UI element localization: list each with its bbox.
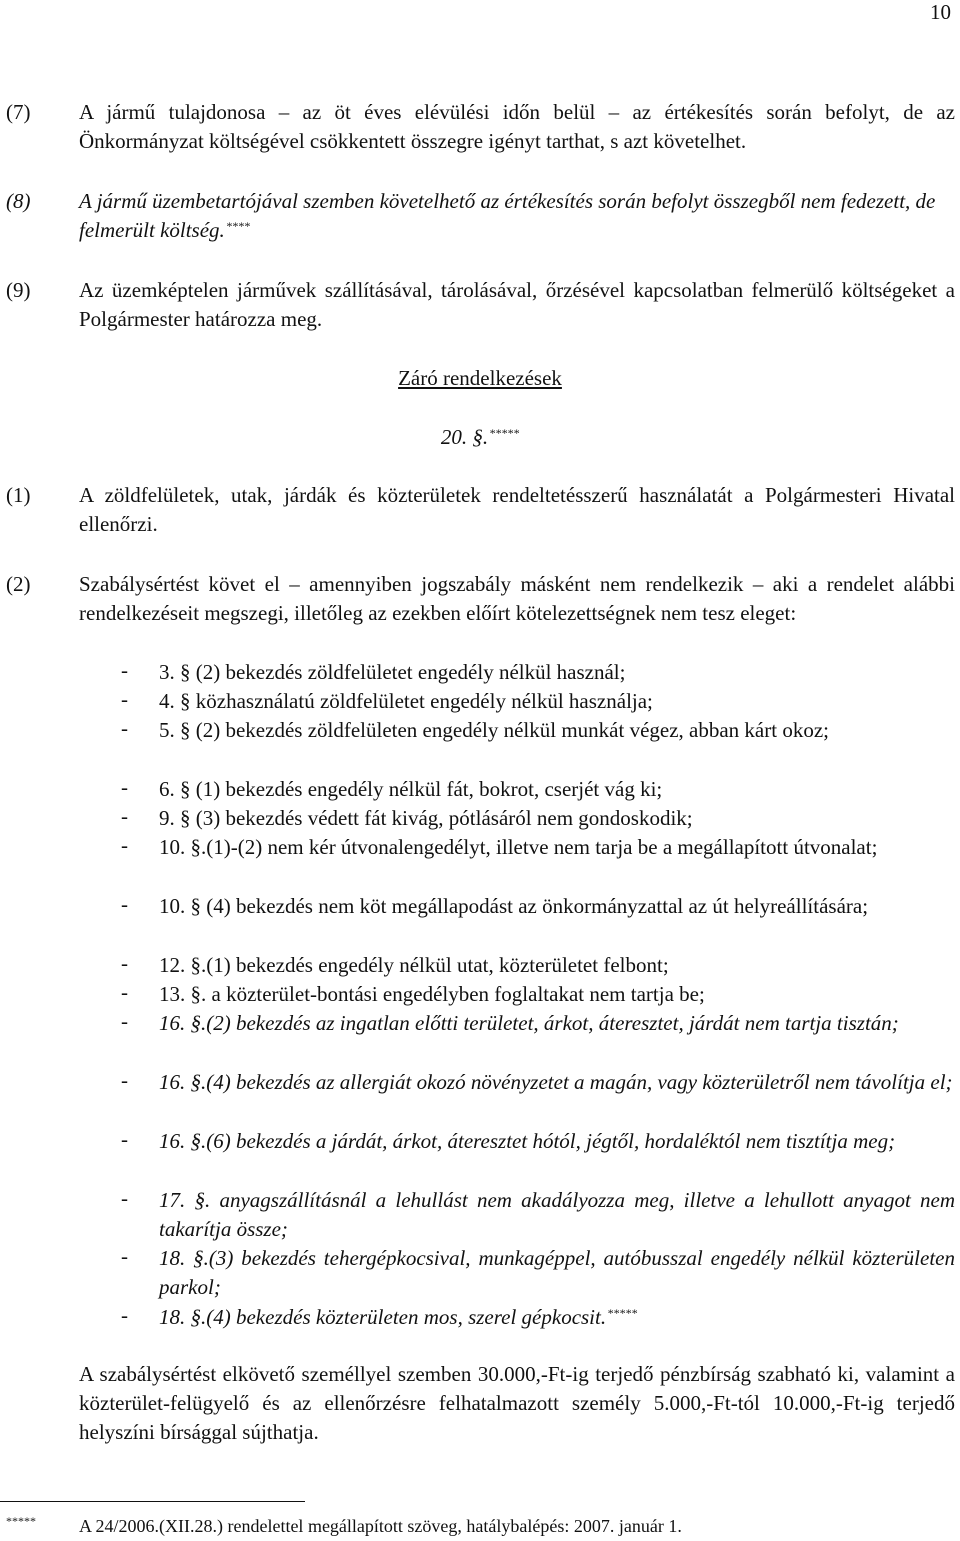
paragraph-text: A jármű üzembetartójával szemben követelhető az értékesítés során befolyt összegből nem fedezett, de felmerült költség. xyxy=(79,189,936,242)
paragraph-number: (2) xyxy=(6,572,31,596)
list-dash: - xyxy=(121,833,128,857)
footnote-ref: ***** xyxy=(607,1306,638,1320)
paragraph-text-wrap xyxy=(79,187,955,245)
paragraph-number: (7) xyxy=(6,100,31,124)
footnote-text: A 24/2006.(XII.28.) rendelettel megállapított szöveg, hatálybalépés: 2007. január 1. xyxy=(79,1516,682,1536)
list-item-text-wrap xyxy=(159,1303,955,1332)
list-dash: - xyxy=(121,1244,128,1268)
list-dash: - xyxy=(121,951,128,975)
footnote-rule xyxy=(0,1501,305,1502)
list-dash: - xyxy=(121,1303,128,1327)
paragraph-text: A jármű tulajdonosa – az öt éves elévülési időn belül – az értékesítés során befolyt, de az Önkormányzat költségével csökkentett összegre igényt tarthat, s azt követelhet. xyxy=(79,100,955,153)
list-item-text: 10. §.(1)-(2) nem kér útvonalengedélyt, illetve nem tarja be a megállapított útvonalat; xyxy=(159,835,878,859)
list-item-text: 18. §.(3) bekezdés tehergépkocsival, munkagéppel, autóbusszal engedély nélkül közterületen parkol; xyxy=(159,1246,955,1299)
list-item-text: 17. §. anyagszállításnál a lehullást nem akadályozza meg, illetve a lehullott anyagot nem takarítja össze; xyxy=(159,1188,955,1241)
paragraph-number: (8) xyxy=(6,189,31,213)
list-dash: - xyxy=(121,804,128,828)
list-item-text: 16. §.(6) bekezdés a járdát, árkot, áteresztet hótól, jégtől, hordaléktól nem tisztítja meg; xyxy=(159,1129,896,1153)
paragraph-text: A zöldfelületek, utak, járdák és közterületek rendeltetésszerű használatát a Polgármesteri Hivatal ellenőrzi. xyxy=(79,483,955,536)
section-number-text: 20. §. xyxy=(440,425,489,449)
section-number xyxy=(0,423,960,452)
section-heading xyxy=(0,364,960,393)
paragraph-number: (1) xyxy=(6,483,31,507)
list-item-text: 12. §.(1) bekezdés engedély nélkül utat, közterületet felbont; xyxy=(159,953,669,977)
list-item-text: 13. §. a közterület-bontási engedélyben foglaltakat nem tartja be; xyxy=(159,982,705,1006)
list-dash: - xyxy=(121,892,128,916)
list-item-text: 6. § (1) bekezdés engedély nélkül fát, bokrot, cserjét vág ki; xyxy=(159,777,663,801)
list-item-text: 5. § (2) bekezdés zöldfelületen engedély nélkül munkát végez, abban kárt okoz; xyxy=(159,718,829,742)
list-dash: - xyxy=(121,658,128,682)
paragraph-number: (9) xyxy=(6,278,31,302)
paragraph-text: Szabálysértést követ el – amennyiben jogszabály másként nem rendelkezik – aki a rendelet alábbi rendelkezéseit megszegi, illetőleg az ezekben előírt kötelezettségnek nem tesz eleget: xyxy=(79,572,955,625)
list-item-text: 3. § (2) bekezdés zöldfelületet engedély nélkül használ; xyxy=(159,660,626,684)
closing-paragraph: A szabálysértést elkövető személlyel szemben 30.000,-Ft-ig terjedő pénzbírság szabható ki, valamint a közterület-felügyelő és az ellenőrzésre felhatalmazott személy 5.000,-Ft-tól 10.000,-Ft-ig terjedő helyszíni bírsággal sújthatja. xyxy=(79,1362,955,1444)
list-item-text: 9. § (3) bekezdés védett fát kivág, pótlásáról nem gondoskodik; xyxy=(159,806,693,830)
list-item-text: 4. § közhasználatú zöldfelületet engedély nélkül használja; xyxy=(159,689,653,713)
list-dash: - xyxy=(121,1186,128,1210)
footnote-ref: **** xyxy=(225,219,250,233)
list-dash: - xyxy=(121,716,128,740)
list-dash: - xyxy=(121,1127,128,1151)
list-dash: - xyxy=(121,1009,128,1033)
list-dash: - xyxy=(121,980,128,1004)
list-item-text: 16. §.(4) bekezdés az allergiát okozó növényzetet a magán, vagy közterületről nem távolítja el; xyxy=(159,1070,953,1094)
footnote-ref: ***** xyxy=(489,426,520,440)
list-dash: - xyxy=(121,775,128,799)
section-heading-text: Záró rendelkezések xyxy=(398,366,562,390)
list-item-text: 10. § (4) bekezdés nem köt megállapodást az önkormányzattal az út helyreállítására; xyxy=(159,894,869,918)
list-item-text: 16. §.(2) bekezdés az ingatlan előtti területet, árkot, áteresztet, járdát nem tartja tisztán; xyxy=(159,1011,899,1035)
list-dash: - xyxy=(121,1068,128,1092)
list-dash: - xyxy=(121,687,128,711)
footnote-mark: ***** xyxy=(6,1514,36,1528)
page-number: 10 xyxy=(930,0,951,24)
paragraph-text: Az üzemképtelen járművek szállításával, tárolásával, őrzésével kapcsolatban felmerülő költségeket a Polgármester határozza meg. xyxy=(79,278,955,331)
list-item-text: 18. §.(4) bekezdés közterületen mos, szerel gépkocsit. xyxy=(159,1305,607,1329)
